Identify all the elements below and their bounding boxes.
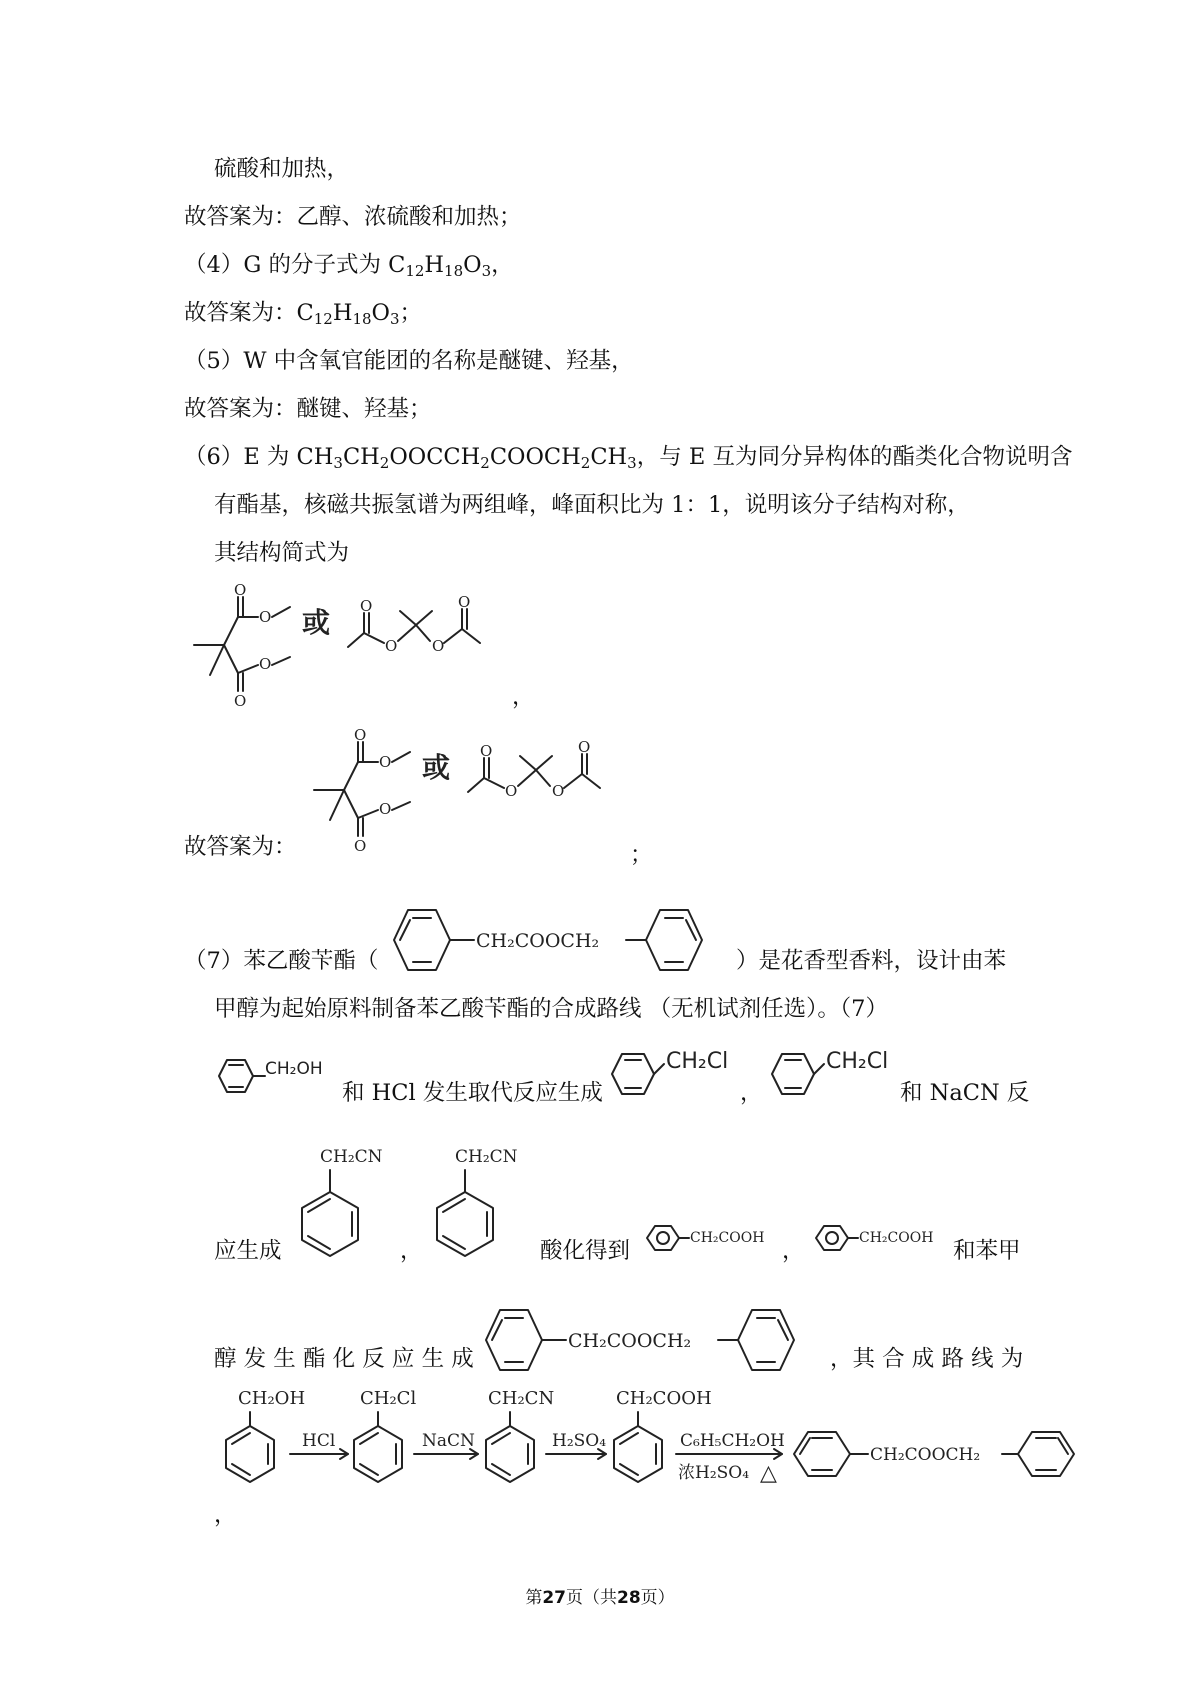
svg-text:CH₂Cl: CH₂Cl xyxy=(666,1049,729,1074)
svg-text:O: O xyxy=(458,593,471,611)
text-line: ）是花香型香料，设计由苯 xyxy=(736,948,1007,974)
benzyl-chloride-structure xyxy=(768,1040,898,1100)
svg-text:CH₂COOCH₂: CH₂COOCH₂ xyxy=(476,930,600,952)
benzyl-cyanide-structure xyxy=(290,1140,400,1280)
text-line: ，其 合 成 路 线 为 xyxy=(830,1346,1024,1372)
text-line: 酸化得到 xyxy=(540,1238,631,1264)
text-line: （4）G 的分子式为 $C_{12}H_{18}O_3$， xyxy=(184,252,514,280)
svg-text:O: O xyxy=(505,782,518,800)
svg-text:O: O xyxy=(234,692,247,710)
text-line: 硫酸和加热， xyxy=(214,156,350,182)
text-line: 故答案为：醚键、羟基； xyxy=(184,396,432,422)
svg-text:O: O xyxy=(385,637,398,655)
comma: ， xyxy=(740,1080,763,1106)
isomer-structures xyxy=(180,581,520,710)
svg-text:CH₂COOCH₂: CH₂COOCH₂ xyxy=(568,1330,692,1352)
or-label: 或 xyxy=(302,606,331,639)
text-line: （5）W 中含氧官能团的名称是醚键、羟基， xyxy=(184,348,634,374)
text-line: 故答案为：$C_{12}H_{18}O_3$； xyxy=(184,300,423,328)
svg-text:O: O xyxy=(234,581,247,599)
svg-text:O: O xyxy=(360,597,373,615)
text-line: 故答案为： xyxy=(184,834,297,860)
svg-text:O: O xyxy=(480,742,493,760)
svg-text:CH₂Cl: CH₂Cl xyxy=(360,1388,417,1409)
svg-text:CH₂COOH: CH₂COOH xyxy=(616,1388,712,1409)
comma: ， xyxy=(400,1238,423,1264)
svg-text:CH₂COOH: CH₂COOH xyxy=(859,1230,934,1246)
benzyl-phenylacetate-structure xyxy=(378,896,728,986)
text-line: 其结构简式为 xyxy=(214,540,350,566)
text-line: （7）苯乙酸苄酯（ xyxy=(184,948,379,974)
svg-text:CH₂CN: CH₂CN xyxy=(320,1147,383,1167)
text-line: 和苯甲 xyxy=(953,1238,1021,1264)
svg-text:O: O xyxy=(578,738,591,756)
text-line: 醇 发 生 酯 化 反 应 生 成 xyxy=(214,1346,474,1372)
text-line: （6）E 为 $CH_3CH_2OOCCH_2COOCH_2CH_3$，与 E 互为同分异构体的酯类化合物说明含 xyxy=(184,444,1073,472)
text-line: 甲醇为起始原料制备苯乙酸苄酯的合成路线 （无机试剂任选）。（7） xyxy=(214,996,888,1022)
svg-text:CH₂COOH: CH₂COOH xyxy=(690,1230,765,1246)
svg-text:CH₂OH: CH₂OH xyxy=(238,1388,306,1409)
reagent-conc-h2so4: 浓H₂SO₄ xyxy=(678,1463,750,1483)
text-line: 和 NaCN 反 xyxy=(900,1080,1030,1106)
reagent-h2so4: H₂SO₄ xyxy=(552,1431,607,1451)
comma: ， xyxy=(782,1238,805,1264)
benzyl-alcohol-structure xyxy=(215,1052,335,1102)
reagent-nacn: NaCN xyxy=(422,1431,475,1451)
phenylacetic-acid-structure xyxy=(812,1218,952,1258)
isomer-structures-answer xyxy=(300,726,640,855)
svg-text:O: O xyxy=(354,726,367,744)
semicolon: ； xyxy=(630,842,653,868)
svg-text:O: O xyxy=(354,837,367,855)
synthesis-route xyxy=(210,1382,1170,1502)
svg-text:CH₂CN: CH₂CN xyxy=(488,1388,555,1409)
text-line: 应生成 xyxy=(214,1238,282,1264)
or-label: 或 xyxy=(422,751,451,784)
svg-text:O: O xyxy=(379,753,392,771)
text-line: 故答案为：乙醇、浓硫酸和加热； xyxy=(184,204,522,230)
comma: ， xyxy=(512,684,535,710)
svg-text:CH₂OH: CH₂OH xyxy=(265,1059,323,1079)
reagent-hcl: HCl xyxy=(302,1431,336,1451)
svg-text:CH₂CN: CH₂CN xyxy=(455,1147,518,1167)
heat-symbol: △ xyxy=(760,1461,777,1486)
svg-text:CH₂COOCH₂: CH₂COOCH₂ xyxy=(870,1445,981,1465)
phenylacetic-acid-structure xyxy=(643,1218,783,1258)
comma: ， xyxy=(214,1502,237,1528)
benzyl-chloride-structure xyxy=(608,1040,738,1100)
svg-text:O: O xyxy=(259,608,272,626)
svg-text:CH₂Cl: CH₂Cl xyxy=(826,1049,889,1074)
reagent-benzyl-alcohol: C₆H₅CH₂OH xyxy=(680,1431,785,1451)
text-line: 有酯基，核磁共振氢谱为两组峰，峰面积比为 1：1，说明该分子结构对称， xyxy=(214,492,970,518)
svg-text:O: O xyxy=(432,637,445,655)
text-line: 和 HCl 发生取代反应生成 xyxy=(342,1080,603,1106)
page-footer: 第27页（共28页） xyxy=(525,1588,675,1608)
svg-text:O: O xyxy=(259,655,272,673)
svg-text:O: O xyxy=(552,782,565,800)
benzyl-cyanide-structure xyxy=(425,1140,535,1280)
svg-text:O: O xyxy=(379,800,392,818)
benzyl-phenylacetate-structure xyxy=(470,1296,820,1386)
